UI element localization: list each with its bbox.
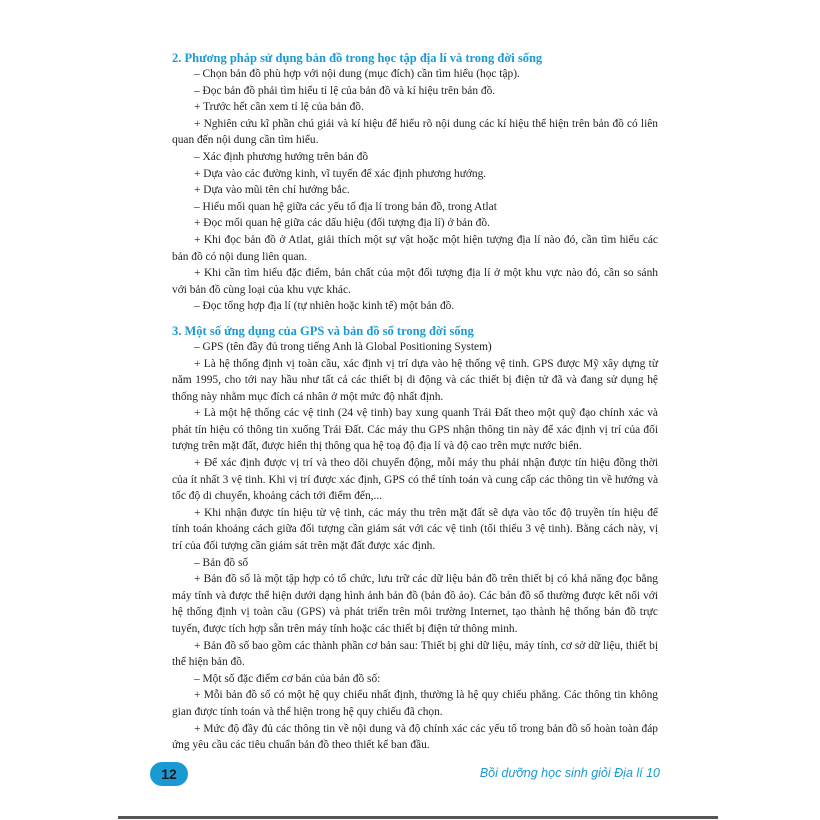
section-2-heading: 2. Phương pháp sử dụng bản đồ trong học tập địa lí và trong đời sống	[172, 51, 543, 65]
paragraph: – Chọn bản đồ phù hợp với nội dung (mục đích) cần tìm hiểu (học tập).	[194, 68, 520, 80]
paragraph: + Khi đọc bản đồ ở Atlat, giải thích một sự vật hoặc một hiện tượng địa lí nào đó, cần tìm hiểu các bản đồ có nội dung liên quan.	[172, 233, 658, 263]
section-3-heading: 3. Một số ứng dụng của GPS và bản đồ số trong đời sống	[172, 323, 474, 338]
paragraph: + Mức độ đầy đủ các thông tin về nội dung và độ chính xác các yếu tố trong bản đồ số hoàn toàn đáp ứng yêu cầu các tiêu chuẩn bản đồ theo thiết kế ban đầu.	[172, 722, 658, 752]
paragraph: – Bản đồ số	[194, 556, 249, 569]
bottom-divider	[118, 816, 718, 819]
paragraph: – Một số đặc điểm cơ bản của bản đồ số:	[194, 672, 381, 685]
paragraph: + Là hệ thống định vị toàn cầu, xác định vị trí dựa vào hệ thống vệ tinh. GPS được Mỹ xây dựng từ năm 1995, cho tới nay hầu như tất cả các thiết bị di động và các thiết bị điện tử đã và đang sử dụng hệ thống này nhằm mục đích cá nhân ở một mức độ nhất định.	[172, 357, 658, 403]
book-title: Bồi dưỡng học sinh giỏi Địa lí 10	[479, 766, 660, 780]
paragraph: + Dựa vào các đường kinh, vĩ tuyến để xác định phương hướng.	[194, 167, 487, 180]
paragraph: + Dựa vào mũi tên chỉ hướng bắc.	[194, 184, 350, 197]
paragraph: + Để xác định được vị trí và theo dõi chuyển động, mỗi máy thu phải nhận được tín hiệu đồng thời của ít nhất 3 vệ tinh. Khi vị trí được xác định, GPS có thể tính toán và cung cấp các thông tin về hướng và tốc độ di chuyển, khoảng cách tới điểm đến,...	[172, 457, 658, 503]
paragraph: – Đọc tổng hợp địa lí (tự nhiên hoặc kinh tế) một bản đồ.	[194, 300, 455, 313]
page-footer	[150, 760, 664, 790]
paragraph: + Là một hệ thống các vệ tinh (24 vệ tinh) bay xung quanh Trái Đất theo một quỹ đạo chính xác và phát tín hiệu có thông tin xuống Trái Đất. Các máy thu GPS nhận thông tin này để xác định vị trí của đối tượng trên mặt đất, được hiển thị thông qua hệ toạ độ địa lí và độ cao trên mực nước biển.	[172, 407, 658, 453]
paragraph: – Xác định phương hướng trên bản đồ	[194, 150, 369, 163]
paragraph: + Bản đồ số bao gồm các thành phần cơ bản sau: Thiết bị ghi dữ liệu, máy tính, cơ sở dữ liệu, thiết bị thể hiện bản đồ.	[172, 639, 658, 669]
section-gap	[172, 315, 658, 323]
paragraph: + Mỗi bản đồ số có một hệ quy chiếu nhất định, thường là hệ quy chiếu phẳng. Các thông tin không gian được tính toán và thể hiện trong hệ quy chiếu đã chọn.	[172, 689, 658, 718]
paragraph: + Khi cần tìm hiểu đặc điểm, bản chất của một đối tượng địa lí ở một khu vực nào đó, cần so sánh với bản đồ cùng loại của khu vực khác.	[172, 267, 658, 296]
paragraph: – Đọc bản đồ phải tìm hiểu tỉ lệ của bản đồ và kí hiệu trên bản đồ.	[194, 84, 496, 97]
paragraph: + Trước hết cần xem tỉ lệ của bản đồ.	[194, 101, 364, 114]
paragraph: – GPS (tên đầy đủ trong tiếng Anh là Global Positioning System)	[194, 340, 492, 353]
paragraph: + Bản đồ số là một tập hợp có tổ chức, lưu trữ các dữ liệu bản đồ trên thiết bị có khả năng đọc bằng máy tính và được thể hiện dưới dạng hình ảnh bản đồ (bản đồ ảo). Các bản đồ số thường được kết nối với hệ thống định vị toàn cầu (GPS) và phát triển trên môi trường Internet, tạo thành hệ thống bản đồ trực tuyến, được tích hợp sẵn trên máy tính hoặc các thiết bị điện tử thông minh.	[172, 573, 658, 635]
paragraph: + Đọc mối quan hệ giữa các dấu hiệu (đối tượng địa lí) ở bản đồ.	[194, 217, 490, 230]
paragraph: – Hiểu mối quan hệ giữa các yếu tố địa lí trong bản đồ, trong Atlat	[194, 200, 497, 213]
page-content	[172, 50, 658, 754]
paragraph: + Khi nhận được tín hiệu từ vệ tinh, các máy thu trên mặt đất sẽ dựa vào tốc độ truyền tín hiệu để tính toán khoảng cách giữa đối tượng cần giám sát với các vệ tinh (tối thiểu 3 vệ tinh). Bằng cách này, vị trí của đối tượng cần giám sát trên mặt đất được xác định.	[172, 506, 658, 553]
page-number-badge: 12	[150, 762, 188, 786]
paragraph: + Nghiên cứu kĩ phần chú giải và kí hiệu để hiểu rõ nội dung các kí hiệu thể hiện trên bản đồ có liên quan đến nội dung cần tìm hiểu.	[172, 117, 658, 147]
